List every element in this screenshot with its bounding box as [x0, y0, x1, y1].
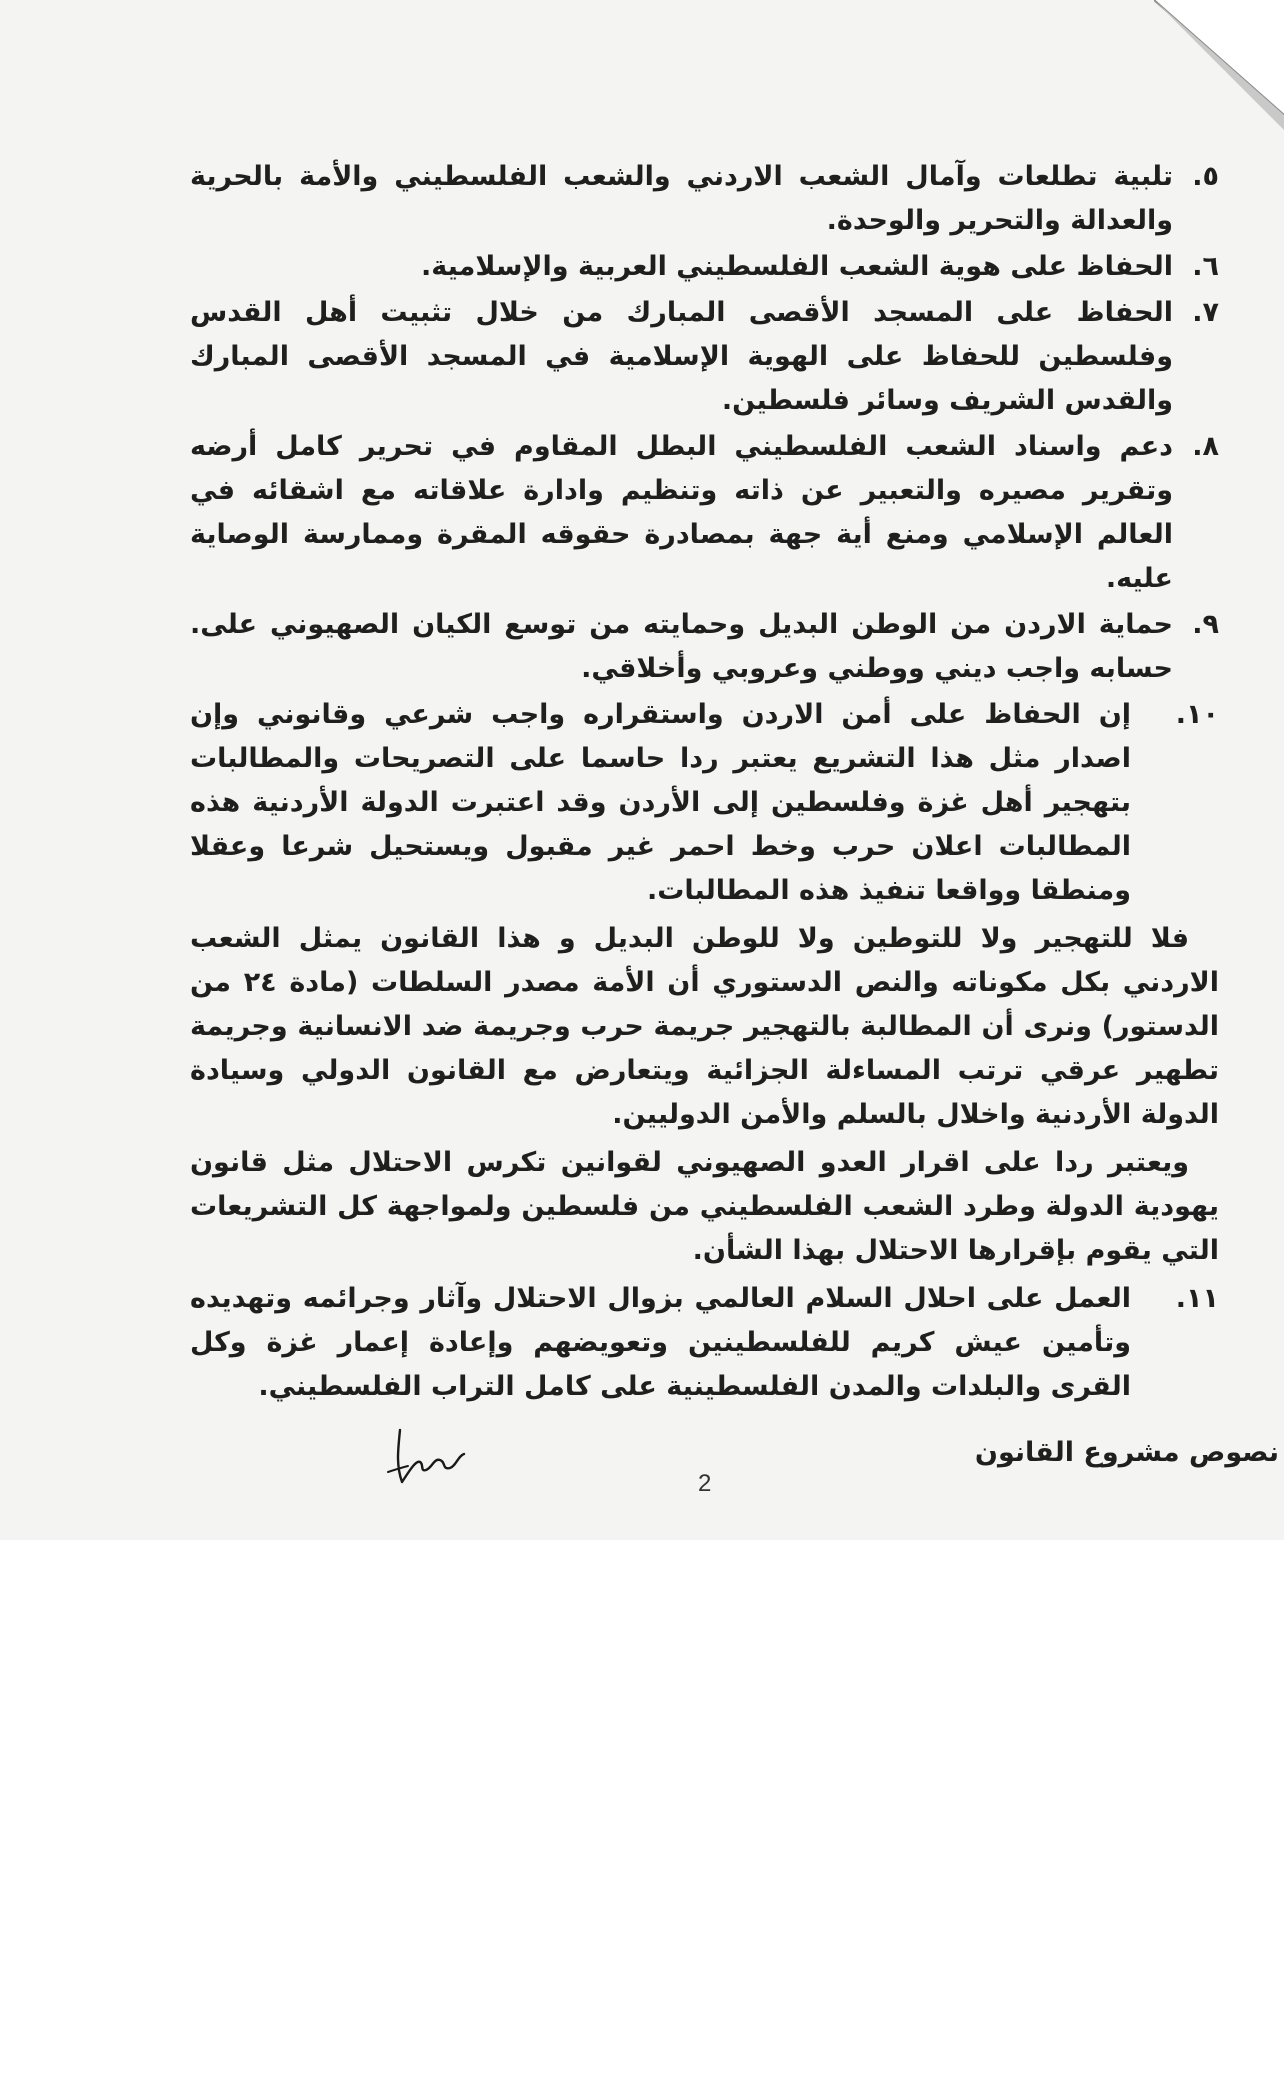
- item-text: تلبية تطلعات وآمال الشعب الاردني والشعب الفلسطيني والأمة بالحرية والعدالة والتحرير والوحدة.: [190, 161, 1173, 236]
- item-number: ١٠.: [1175, 699, 1219, 730]
- item-number: ٥.: [1192, 161, 1219, 192]
- item-number: ٨.: [1192, 431, 1219, 462]
- item-number: ٩.: [1192, 609, 1219, 640]
- list-item-10: [190, 693, 1219, 913]
- list-item-11: [190, 1277, 1219, 1409]
- item-number: ٧.: [1192, 297, 1219, 328]
- item-text: حماية الاردن من الوطن البديل وحمايته من توسع الكيان الصهيوني على. حسابه واجب ديني ووطني وعروبي وأخلاقي.: [190, 609, 1173, 684]
- list-item-5: [190, 155, 1219, 243]
- item-text: إن الحفاظ على أمن الاردن واستقراره واجب شرعي وقانوني وإن اصدار مثل هذا التشريع يعتبر ردا حاسما على التصريحات والمطالبات بتهجير أهل غزة وفلسطين إلى الأردن وقد اعتبرت الدولة الأردنية هذه المطالبات اعلان حرب وخط احمر غير مقبول ويستحيل شرعا وعقلا ومنطقا وواقعا تنفيذ هذه المطالبات.: [190, 699, 1131, 906]
- item-text: دعم واسناد الشعب الفلسطيني البطل المقاوم في تحرير كامل أرضه وتقرير مصيره والتعبير عن ذاته وتنظيم وادارة علاقاته مع اشقائه في العالم الإسلامي ومنع أية جهة بمصادرة حقوقه المقرة وممارسة الوصاية عليه.: [190, 431, 1173, 594]
- handwritten-signature: [380, 1420, 470, 1490]
- page-corner-fold: [1154, 0, 1284, 130]
- body-paragraph: ويعتبر ردا على اقرار العدو الصهيوني لقوانين تكرس الاحتلال مثل قانون يهودية الدولة وطرد الشعب الفلسطيني من فلسطين ولمواجهة كل التشريعات التي يقوم بإقرارها الاحتلال بهذا الشأن.: [190, 1147, 1219, 1266]
- page-number: 2: [698, 1470, 712, 1497]
- document-body: [190, 155, 1279, 1475]
- body-paragraph: فلا للتهجير ولا للتوطين ولا للوطن البديل و هذا القانون يمثل الشعب الاردني بكل مكوناته والنص الدستوري أن الأمة مصدر السلطات (مادة ٢٤ من الدستور) ونرى أن المطالبة بالتهجير جريمة حرب وجريمة ضد الانسانية وجريمة تطهير عرقي ترتب المساءلة الجزائية ويتعارض مع القانون الدولي وسيادة الدولة الأردنية واخلال بالسلم والأمن الدوليين.: [190, 923, 1220, 1130]
- list-item-7: [190, 291, 1219, 423]
- item-text: الحفاظ على هوية الشعب الفلسطيني العربية والإسلامية.: [420, 251, 1173, 282]
- item-number: ٦.: [1192, 251, 1219, 282]
- list-item-9: [190, 603, 1219, 691]
- item-text: العمل على احلال السلام العالمي بزوال الاحتلال وآثار وجرائمه وتهديده وتأمين عيش كريم للفلسطينين وتعويضهم وإعادة إعمار غزة وكل القرى والبلدات والمدن الفلسطينية على كامل التراب الفلسطيني.: [190, 1283, 1131, 1402]
- item-text: الحفاظ على المسجد الأقصى المبارك من خلال تثبيت أهل القدس وفلسطين للحفاظ على الهوية الإسلامية في المسجد الأقصى المبارك والقدس الشريف وسائر فلسطين.: [190, 297, 1173, 416]
- item-number: ١١.: [1175, 1283, 1219, 1314]
- section-heading: نصوص مشروع القانون: [974, 1437, 1279, 1468]
- list-item-8: [190, 425, 1219, 601]
- list-item-6: [190, 245, 1219, 289]
